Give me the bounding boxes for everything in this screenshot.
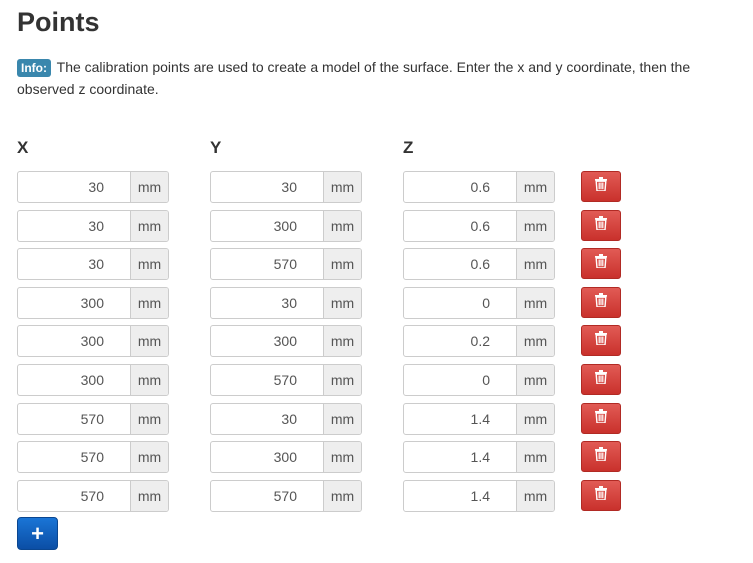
unit-addon: mm [516, 481, 554, 511]
unit-addon: mm [130, 172, 168, 202]
unit-addon: mm [130, 211, 168, 241]
point-x-field [17, 171, 169, 203]
unit-addon: mm [323, 211, 361, 241]
unit-addon: mm [516, 442, 554, 472]
point-row [0, 480, 753, 512]
point-y-input[interactable]: 570 [273, 487, 297, 504]
delete-point-button[interactable] [581, 364, 621, 395]
page-title: Points [17, 7, 100, 37]
delete-point-button[interactable] [581, 171, 621, 202]
point-x-field [17, 364, 169, 396]
point-y-field [210, 248, 362, 280]
point-z-input[interactable]: 1.4 [470, 449, 490, 466]
point-y-input[interactable]: 570 [273, 256, 297, 273]
point-x-input[interactable]: 30 [88, 179, 104, 195]
point-x-field [17, 441, 169, 473]
point-z-input[interactable]: 0 [482, 294, 490, 311]
point-z-input[interactable]: 0.6 [470, 256, 490, 273]
unit-addon: mm [516, 172, 554, 202]
info-message [17, 56, 727, 100]
add-point-button[interactable] [17, 517, 58, 550]
point-y-field [210, 403, 362, 435]
point-x-input[interactable]: 570 [80, 487, 104, 504]
point-z-input[interactable]: 0 [482, 372, 490, 388]
unit-addon: mm [323, 249, 361, 279]
point-z-field [403, 248, 555, 280]
delete-point-button[interactable] [581, 325, 621, 356]
point-row [0, 403, 753, 435]
unit-addon: mm [130, 249, 168, 279]
trash-icon [595, 331, 607, 350]
point-z-input[interactable]: 1.4 [470, 410, 490, 427]
point-z-field [403, 210, 555, 242]
point-y-input[interactable]: 30 [281, 179, 297, 195]
delete-point-button[interactable] [581, 287, 621, 318]
point-row [0, 210, 753, 242]
point-x-input[interactable]: 300 [80, 333, 104, 350]
delete-point-button[interactable] [581, 248, 621, 279]
point-y-field [210, 287, 362, 319]
delete-point-button[interactable] [581, 403, 621, 434]
point-y-field [210, 171, 362, 203]
point-row [0, 171, 753, 203]
delete-point-button[interactable] [581, 210, 621, 241]
point-x-field [17, 287, 169, 319]
delete-point-button[interactable] [581, 480, 621, 511]
point-x-field [17, 480, 169, 512]
unit-addon: mm [323, 365, 361, 395]
unit-addon: mm [323, 442, 361, 472]
unit-addon: mm [516, 404, 554, 434]
unit-addon: mm [323, 404, 361, 434]
point-z-field [403, 287, 555, 319]
column-header-y: Y [210, 138, 222, 157]
trash-icon [595, 254, 607, 273]
point-y-input[interactable]: 570 [273, 372, 297, 388]
unit-addon: mm [516, 288, 554, 318]
unit-addon: mm [323, 172, 361, 202]
point-y-field [210, 364, 362, 396]
unit-addon: mm [130, 288, 168, 318]
point-z-field [403, 441, 555, 473]
trash-icon [595, 409, 607, 428]
point-z-input[interactable]: 0.2 [470, 333, 490, 350]
column-header-z: Z [403, 138, 414, 157]
delete-point-button[interactable] [581, 441, 621, 472]
point-y-input[interactable]: 300 [273, 333, 297, 350]
point-x-input[interactable]: 300 [80, 294, 104, 311]
trash-icon [595, 216, 607, 235]
trash-icon [595, 177, 607, 196]
unit-addon: mm [516, 326, 554, 356]
point-x-field [17, 248, 169, 280]
point-x-input[interactable]: 570 [80, 449, 104, 466]
trash-icon [595, 486, 607, 505]
point-y-input[interactable]: 30 [281, 410, 297, 427]
unit-addon: mm [130, 365, 168, 395]
point-y-input[interactable]: 30 [281, 294, 297, 311]
point-z-field [403, 171, 555, 203]
point-y-input[interactable]: 300 [273, 449, 297, 466]
plus-icon: + [31, 520, 44, 546]
unit-addon: mm [323, 288, 361, 318]
point-z-input[interactable]: 1.4 [470, 487, 490, 504]
point-x-field [17, 325, 169, 357]
point-x-input[interactable]: 30 [88, 217, 104, 234]
point-z-field [403, 325, 555, 357]
point-x-input[interactable]: 30 [88, 256, 104, 273]
trash-icon [595, 447, 607, 466]
trash-icon [595, 370, 607, 389]
column-header-x: X [17, 138, 29, 157]
point-z-field [403, 403, 555, 435]
point-row [0, 325, 753, 357]
point-y-field [210, 480, 362, 512]
info-badge: Info: [17, 59, 51, 77]
unit-addon: mm [516, 211, 554, 241]
trash-icon [595, 293, 607, 312]
unit-addon: mm [130, 326, 168, 356]
point-row [0, 248, 753, 280]
point-x-field [17, 403, 169, 435]
unit-addon: mm [130, 481, 168, 511]
unit-addon: mm [323, 326, 361, 356]
point-row [0, 287, 753, 319]
point-row [0, 441, 753, 473]
unit-addon: mm [516, 249, 554, 279]
point-y-field [210, 441, 362, 473]
point-z-field [403, 364, 555, 396]
unit-addon: mm [323, 481, 361, 511]
point-z-input[interactable]: 0.6 [470, 217, 490, 234]
point-z-field [403, 480, 555, 512]
point-y-field [210, 210, 362, 242]
unit-addon: mm [130, 404, 168, 434]
point-z-input[interactable]: 0.6 [470, 179, 490, 195]
point-x-input[interactable]: 570 [80, 410, 104, 427]
unit-addon: mm [130, 442, 168, 472]
point-x-field [17, 210, 169, 242]
point-row [0, 364, 753, 396]
info-text: The calibration points are used to create a model of the surface. Enter the x and y coordinate, then the observed z coordinate. [17, 59, 691, 97]
unit-addon: mm [516, 365, 554, 395]
point-x-input[interactable]: 300 [80, 372, 104, 388]
point-y-input[interactable]: 300 [273, 217, 297, 234]
point-y-field [210, 325, 362, 357]
